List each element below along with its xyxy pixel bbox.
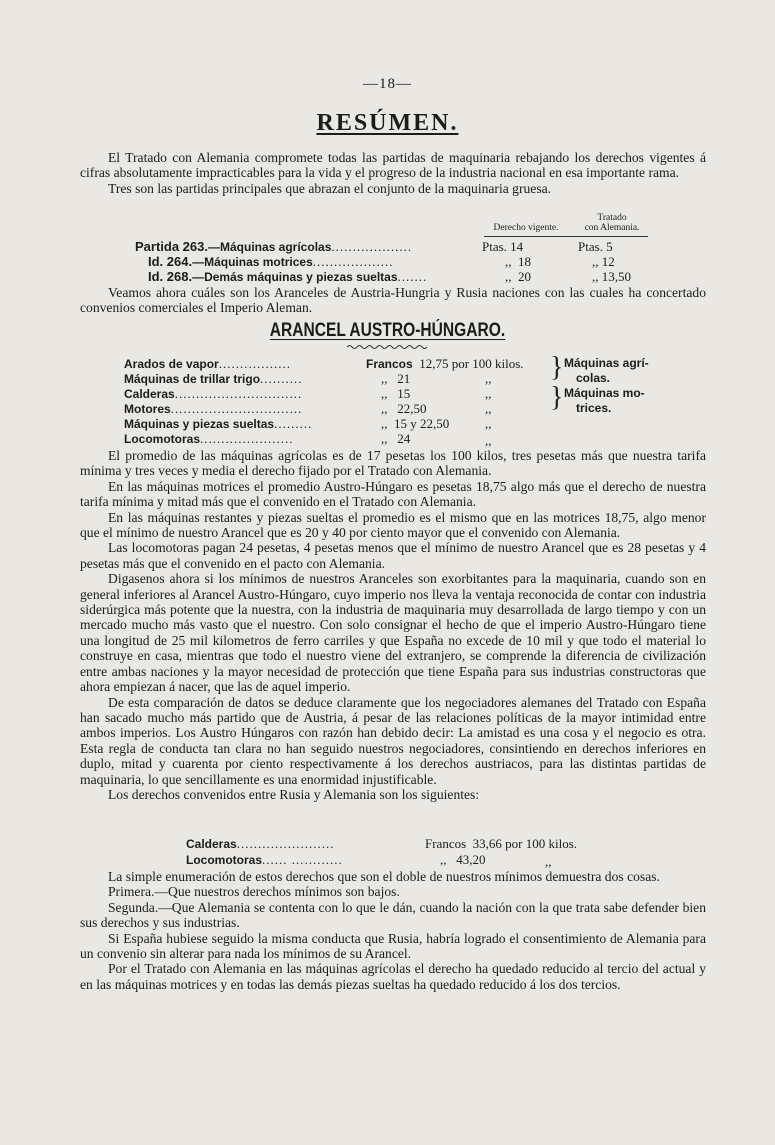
body-paragraph: De esta comparación de datos se deduce claramente que los negociadores alemanes del Tratado con España han sacado mucho más partido que de Austria, á pesar de las relaciones políticas de la mayor intimidad entre ambos imperios. Los Austro Húngaros con razón han debido decir: La amistad es una cosa y el negocio es otra. Esta regla de conducta tan clara no han seguido nuestros negociadores, consintiendo en derechos inferiores en duplo, mitad y cuarenta por ciento respectivamente á los derechos austriacos, para las distintas partidas de maquinaria, lo que sencillamente es una enormidad injustificable. xyxy=(80,694,706,787)
note-motrices-1: Máquinas mo- xyxy=(564,386,645,400)
arancel-item: Calderas.............................. xyxy=(124,386,303,401)
body-paragraph: En las máquinas restantes y piezas sueltas el promedio es el mismo que en las motrices 18,75, algo menor que el mínimo de nuestro Arancel que es 20 y 40 por ciento mayor que el convenido con Alemania. xyxy=(80,509,706,541)
rusia-item: Locomotoras...... ............ xyxy=(186,852,343,867)
closing-block xyxy=(80,869,706,992)
arancel-value: ,, 21 xyxy=(381,371,411,386)
header-tratado: Tratado xyxy=(597,213,627,223)
section-subtitle: ARANCEL AUSTRO-HÚNGARO. xyxy=(269,320,506,341)
arancel-ditto: ,, xyxy=(485,433,492,448)
body-paragraph: Veamos ahora cuáles son los Aranceles de Austria-Hungria y Rusia naciones con las cuales ha concertado convenios comerciales el Imperio Aleman. xyxy=(80,285,706,316)
rusia-ditto: ,, xyxy=(545,854,552,869)
closing-paragraph: Segunda.—Que Alemania se contenta con lo que le dán, cuando la nación con la que trata sabe defender bien sus derechos y sus industrias. xyxy=(80,899,706,931)
note-agricolas-1: Máquinas agrí- xyxy=(564,356,649,370)
partida-vigente: Ptas. 14 xyxy=(482,239,524,254)
partida-row: Id. 268.—Demás máquinas y piezas sueltas....... xyxy=(148,269,428,284)
body-paragraph: El promedio de las máquinas agrícolas es de 17 pesetas los 100 kilos, tres pesetas más que nuestra tarifa mínima y tres veces y media el derecho fijado por el Tratado con Alemania. xyxy=(80,448,706,479)
body-block xyxy=(80,448,706,802)
arancel-value: ,, 22,50 xyxy=(381,401,427,416)
ornament-squiggle xyxy=(347,344,427,350)
arancel-ditto: ,, xyxy=(485,401,492,416)
intro-block xyxy=(80,150,706,196)
body-paragraph: Las locomotoras pagan 24 pesetas, 4 pesetas menos que el mínimo de nuestro Arancel que es 28 pesetas y 4 pesetas más que el convenido en el pacto con Alemania. xyxy=(80,540,706,571)
body-paragraph: En las máquinas motrices el promedio Austro-Húngaro es pesetas 18,75 algo más que el derecho de nuestra tarifa mínima y mitad más que el convenido en el Tratado con Alemania. xyxy=(80,478,706,510)
arancel-value: ,, 15 y 22,50 xyxy=(381,416,450,431)
arancel-item: Locomotoras...................... xyxy=(124,431,294,446)
closing-paragraph: Primera.—Que nuestros derechos mínimos son bajos. xyxy=(108,884,400,900)
closing-paragraph: La simple enumeración de estos derechos que son el doble de nuestros mínimos demuestra dos cosas. xyxy=(108,869,660,884)
arancel-value: ,, 24 xyxy=(381,431,411,446)
arancel-value: Francos 12,75 por 100 kilos. xyxy=(366,356,524,371)
body-paragraph: Digasenos ahora si los mínimos de nuestros Aranceles son exorbitantes para la maquinaria, cuando son en general inferiores al Arancel Austro-Húngaro, cuyo imperio nos lleva la ventaja reconocida de contar con industria siderúrgica más potente que la nuestra, con la industria de maquinaria muy desarrollada de largo tiempo y con un mercado mucho más vasto que el nuestro. Con solo consignar el hecho de que el imperio Austro-Húngaro tiene una longitud de 25 mil kilometros de ferro carriles y que España no excede de 10 mil y que todo el material lo construye en casa, mientras que todo el nuestro viene del extranjero, se comprende la diferencia de civilización entre ambas naciones y la mayor necesidad de protección que tiene España para sus industrias constructoras que ahora empiezan á nacer, que las de aquel imperio. xyxy=(80,571,706,695)
page-number: —18— xyxy=(363,76,412,92)
rusia-item: Calderas....................... xyxy=(186,836,335,851)
body-paragraph: Los derechos convenidos entre Rusia y Alemania son los siguientes: xyxy=(108,786,480,802)
page-title: RESÚMEN. xyxy=(316,110,459,136)
partida-vigente: ,, 20 xyxy=(505,269,531,284)
arancel-item: Arados de vapor................. xyxy=(124,356,291,371)
arancel-value: ,, 15 xyxy=(381,386,411,401)
rusia-value: Francos 33,66 por 100 kilos. xyxy=(425,836,578,851)
after-partidas-block xyxy=(80,285,706,316)
arancel-ditto: ,, xyxy=(485,416,492,431)
partida-vigente: ,, 18 xyxy=(505,254,531,269)
rusia-value: ,, 43,20 xyxy=(440,852,486,867)
intro-paragraph: Tres son las partidas principales que abrazan el conjunto de la maquinaria gruesa. xyxy=(108,180,552,196)
brace-motrices: } xyxy=(550,382,564,413)
partida-tratado: ,, 13,50 xyxy=(592,269,631,284)
intro-paragraph: El Tratado con Alemania compromete todas las partidas de maquinaria rebajando los derechos vigentes á cifras absolutamente impracticables para la vida y el progreso de la industria nacional en esa importante rama. xyxy=(80,150,706,181)
note-agricolas-2: colas. xyxy=(576,371,611,385)
arancel-ditto: ,, xyxy=(485,371,492,386)
arancel-item: Máquinas y piezas sueltas......... xyxy=(124,416,313,431)
closing-paragraph: Si España hubiese seguido la misma conducta que Rusia, habría logrado el consentimiento de Alemania para un convenio sin alterar para nada los mínimos de su Arancel. xyxy=(80,930,706,962)
arancel-item: Motores............................... xyxy=(124,401,303,416)
partida-tratado: ,, 12 xyxy=(592,254,615,269)
partida-row: Partida 263.—Máquinas agrícolas................... xyxy=(135,239,413,254)
header-con-alemania: con Alemania. xyxy=(584,223,640,233)
brace-agricolas: } xyxy=(550,352,564,383)
header-derecho-vigente: Derecho vigente. xyxy=(493,223,559,233)
arancel-item: Máquinas de trillar trigo.......... xyxy=(124,371,303,386)
closing-paragraph: Por el Tratado con Alemania en las máquinas agrícolas el derecho ha quedado reducido al tercio del actual y en las máquinas motrices y en todas las demás piezas sueltas ha quedado reducido á los dos tercios. xyxy=(80,961,706,992)
partida-tratado: Ptas. 5 xyxy=(578,239,613,254)
note-motrices-2: trices. xyxy=(576,401,612,415)
header-rule xyxy=(484,236,648,237)
arancel-ditto: ,, xyxy=(485,386,492,401)
partida-row: Id. 264.—Máquinas motrices................... xyxy=(148,254,394,269)
